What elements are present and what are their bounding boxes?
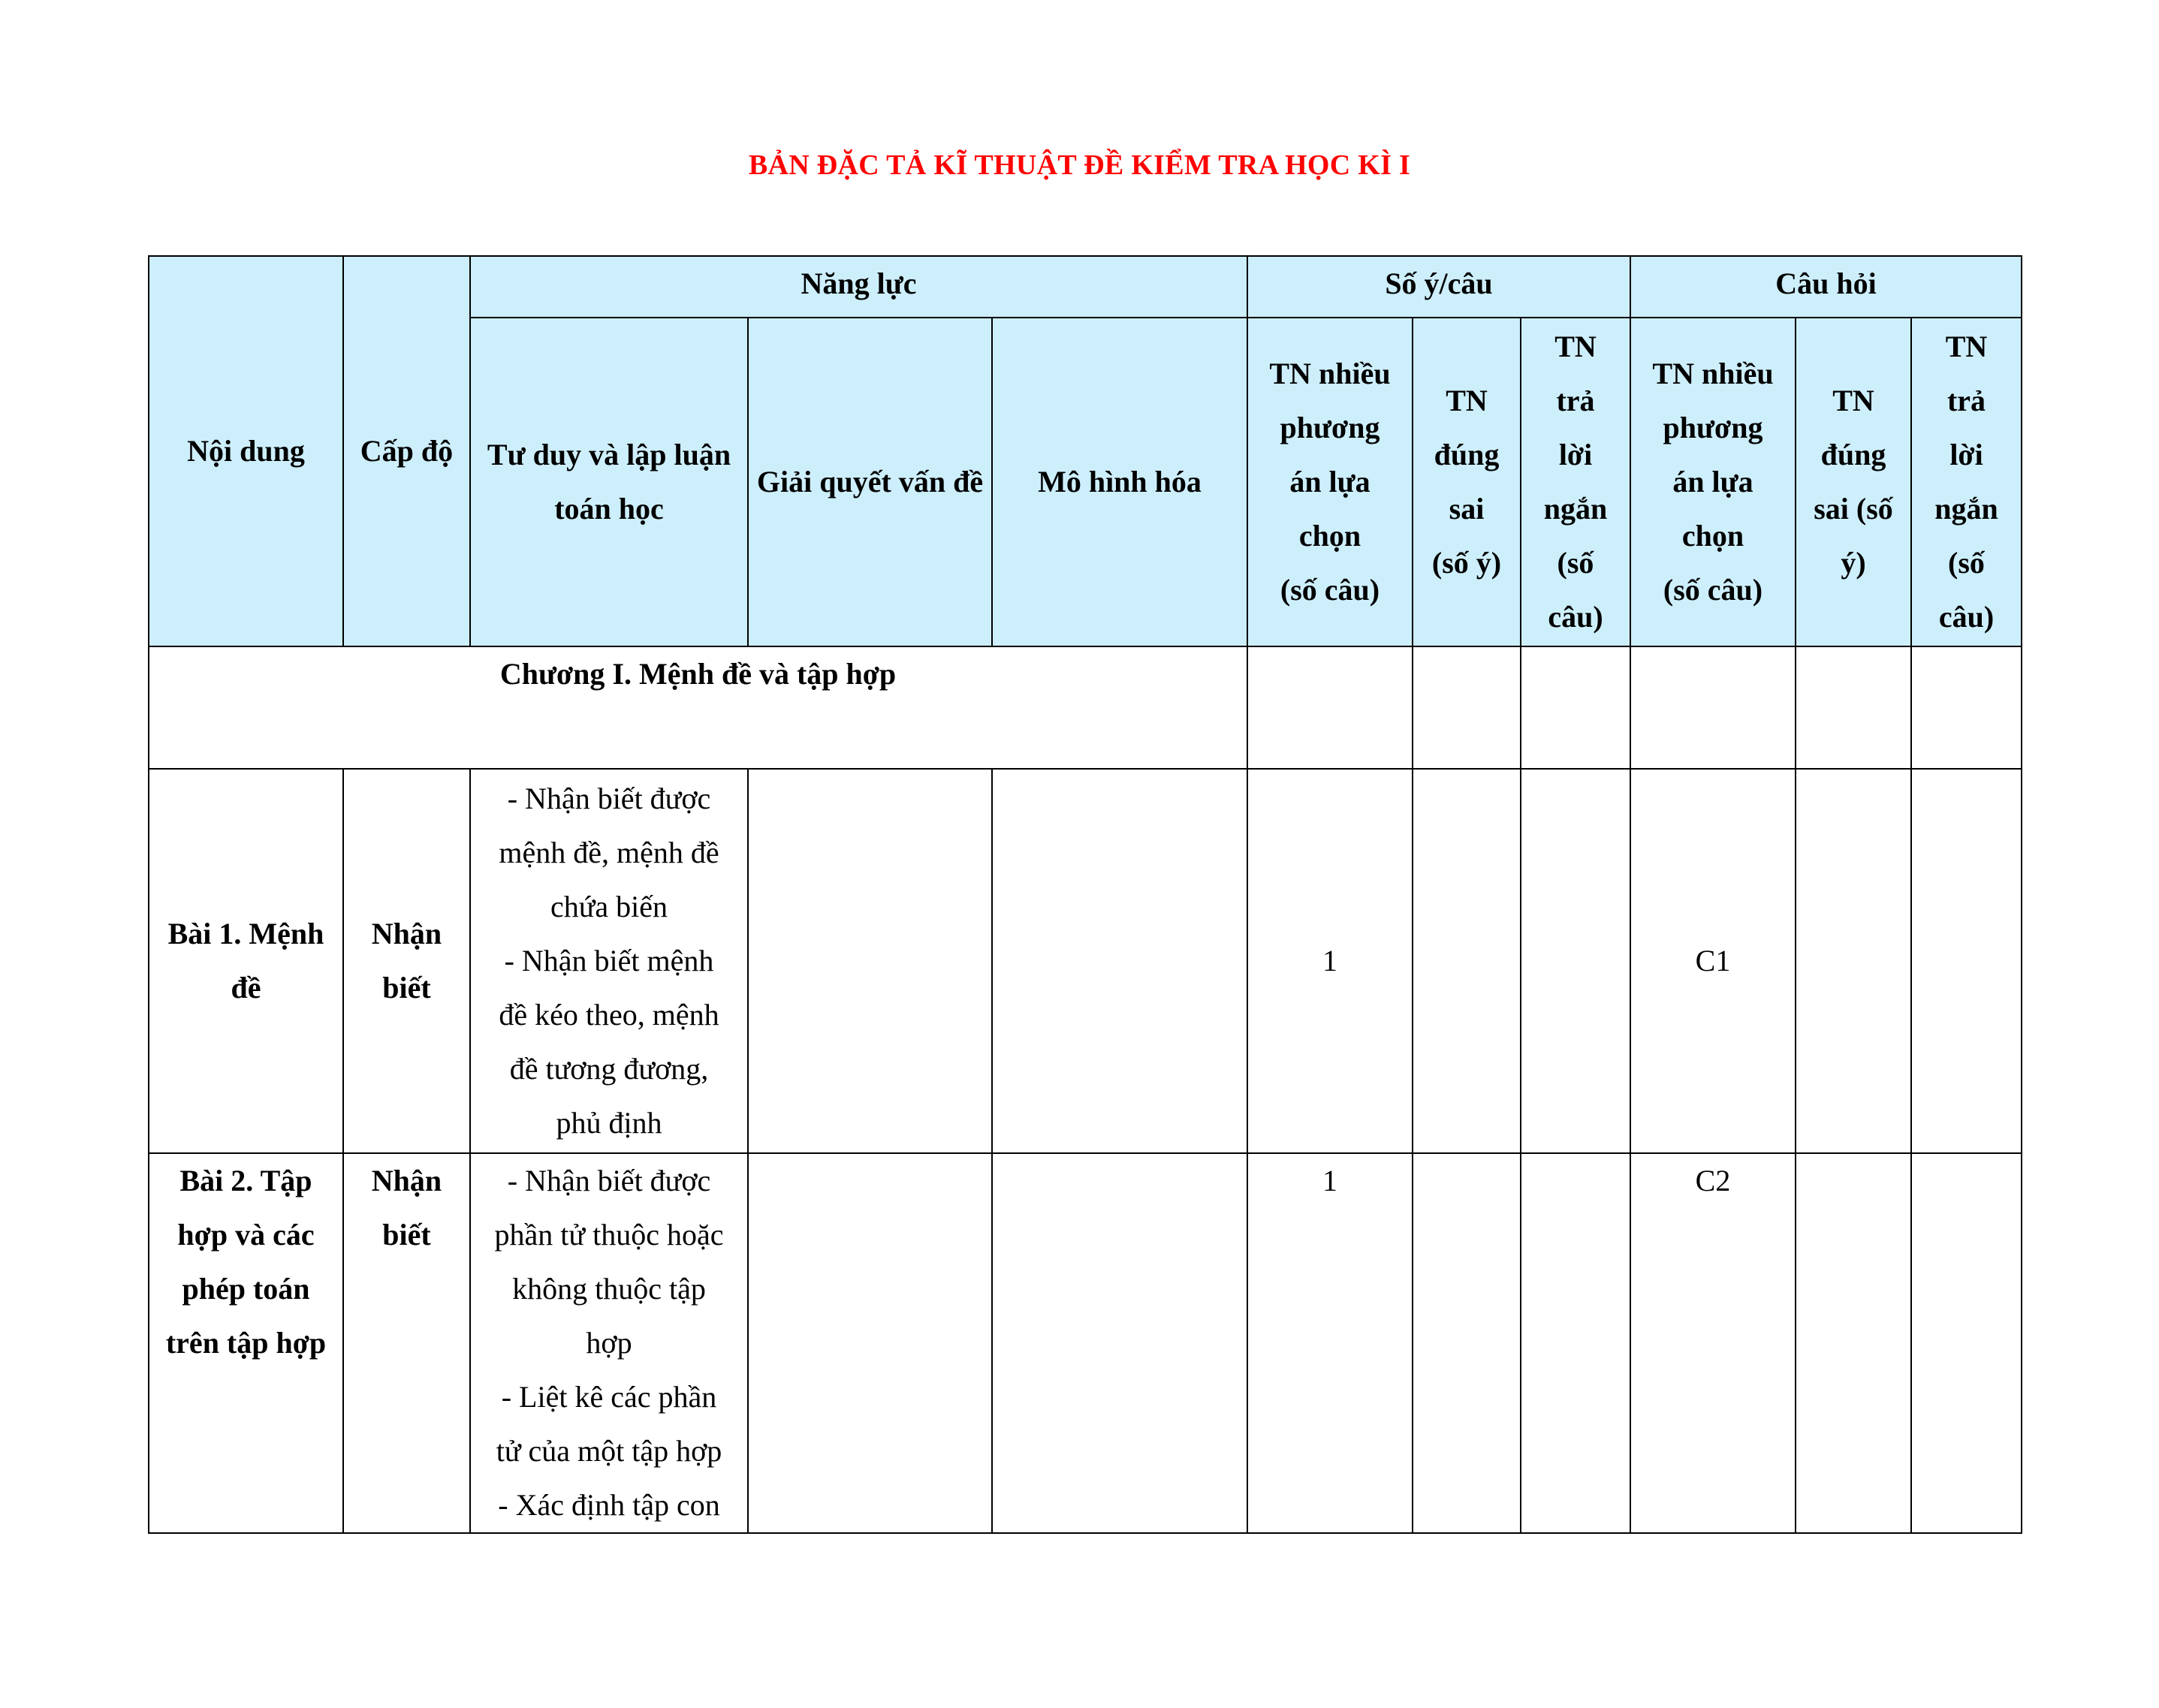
header-cau-tn-tra-loi: [1911, 318, 2022, 646]
cell-line: - Nhận biết mệnh: [504, 944, 714, 978]
cell-line: TN nhiều: [1652, 357, 1774, 390]
cell-line: đề kéo theo, mệnh: [499, 998, 719, 1032]
cell-line: (số: [1948, 546, 1985, 580]
cell-line: án lựa: [1289, 465, 1370, 499]
header-so-tn-nhieu: [1247, 318, 1413, 646]
row-so-tn-dung-sai: [1413, 1153, 1521, 1533]
row-so-tn-dung-sai: [1413, 769, 1521, 1153]
cell-line: ngắn: [1543, 492, 1608, 526]
cell-line: (số: [1557, 546, 1594, 580]
row-noi-dung: Bài 2. Tập hợp và các phép toán trên tập hợp: [149, 1153, 343, 1533]
cell-line: chọn: [1681, 519, 1744, 553]
cell-line: hợp: [586, 1326, 632, 1360]
row-cap-do: Nhận biết: [343, 769, 470, 1153]
row-tu-duy: [470, 769, 748, 1153]
header-giai-quyet: Giải quyết vấn đề: [748, 318, 992, 646]
cell-line: phương: [1663, 411, 1763, 444]
row-so-tn-tra-loi: [1521, 769, 1630, 1153]
table-row: [149, 769, 2022, 1153]
table-row: [149, 1153, 2022, 1533]
cell-line: TN nhiều: [1269, 357, 1391, 390]
cell-line: phương: [1280, 411, 1380, 444]
cell-line: TN: [1832, 384, 1874, 417]
cell-line: chứa biến: [550, 890, 668, 923]
table-cell: [1521, 646, 1630, 769]
table-cell: [1247, 646, 1413, 769]
cell-line: đúng: [1820, 438, 1886, 471]
cell-line: sai (số: [1814, 492, 1893, 526]
cell-line: chọn: [1298, 519, 1361, 553]
cell-line: đề tương đương,: [509, 1052, 709, 1086]
row-cau-tn-tra-loi: [1911, 769, 2022, 1153]
chapter-title: Chương I. Mệnh đề và tập hợp: [149, 646, 1247, 769]
header-cau-tn-dung-sai: [1796, 318, 1911, 646]
row-cau-tn-dung-sai: [1796, 769, 1911, 1153]
cell-line: TN: [1446, 384, 1488, 417]
table-cell: [1630, 646, 1796, 769]
row-giai-quyet: [748, 1153, 992, 1533]
row-noi-dung: Bài 1. Mệnh đề: [149, 769, 343, 1153]
header-cau-hoi: Câu hỏi: [1630, 256, 2022, 318]
cell-line: sai: [1449, 492, 1485, 526]
cell-line: án lựa: [1672, 465, 1753, 499]
header-so-y-cau: Số ý/câu: [1247, 256, 1630, 318]
row-so-tn-nhieu: 1: [1247, 1153, 1413, 1533]
spec-table: [148, 255, 2022, 1534]
row-cap-do: Nhận biết: [343, 1153, 470, 1533]
cell-line: ý): [1841, 546, 1866, 580]
cell-line: tử của một tập hợp: [496, 1434, 722, 1468]
cell-line: - Nhận biết được: [507, 1164, 711, 1197]
row-tu-duy: [470, 1153, 748, 1533]
cell-line: - Liệt kê các phần: [501, 1380, 717, 1414]
cell-line: trả: [1946, 384, 1986, 417]
header-so-tn-tra-loi: [1521, 318, 1630, 646]
table-cell: [1413, 646, 1521, 769]
cell-line: không thuộc tập: [512, 1272, 706, 1306]
header-cap-do: Cấp độ: [343, 256, 470, 646]
cell-line: TN: [1945, 330, 1988, 363]
row-cau-tn-dung-sai: [1796, 1153, 1911, 1533]
cell-line: mệnh đề, mệnh đề: [499, 836, 719, 869]
row-so-tn-tra-loi: [1521, 1153, 1630, 1533]
row-so-tn-nhieu: 1: [1247, 769, 1413, 1153]
cell-line: phủ định: [556, 1106, 662, 1140]
row-cau-tn-nhieu: C2: [1630, 1153, 1796, 1533]
row-giai-quyet: [748, 769, 992, 1153]
header-cau-tn-nhieu: [1630, 318, 1796, 646]
header-mo-hinh: Mô hình hóa: [992, 318, 1247, 646]
table-cell: [1911, 646, 2022, 769]
page-title: BẢN ĐẶC TẢ KĨ THUẬT ĐỀ KIỂM TRA HỌC KÌ I: [748, 149, 1411, 181]
header-tu-duy: Tư duy và lập luận toán học: [470, 318, 748, 646]
row-mo-hinh: [992, 1153, 1247, 1533]
cell-line: lời: [1558, 438, 1593, 471]
cell-line: câu): [1548, 600, 1603, 634]
header-noi-dung: Nội dung: [149, 256, 343, 646]
cell-line: (số ý): [1431, 546, 1502, 580]
cell-line: câu): [1938, 600, 1995, 634]
row-cau-tn-nhieu: C1: [1630, 769, 1796, 1153]
header-so-tn-dung-sai: [1413, 318, 1521, 646]
cell-line: - Nhận biết được: [507, 782, 711, 815]
cell-line: trả: [1556, 384, 1595, 417]
table-cell: [1796, 646, 1911, 769]
cell-line: (số câu): [1280, 573, 1380, 607]
cell-line: - Xác định tập con: [498, 1488, 720, 1522]
cell-line: lời: [1949, 438, 1983, 471]
header-nang-luc: Năng lực: [470, 256, 1247, 318]
cell-line: ngắn: [1934, 492, 1998, 526]
row-cau-tn-tra-loi: [1911, 1153, 2022, 1533]
cell-line: phần tử thuộc hoặc: [494, 1218, 724, 1252]
cell-line: (số câu): [1663, 573, 1763, 607]
row-mo-hinh: [992, 769, 1247, 1153]
cell-line: đúng: [1434, 438, 1500, 471]
cell-line: TN: [1554, 330, 1597, 363]
